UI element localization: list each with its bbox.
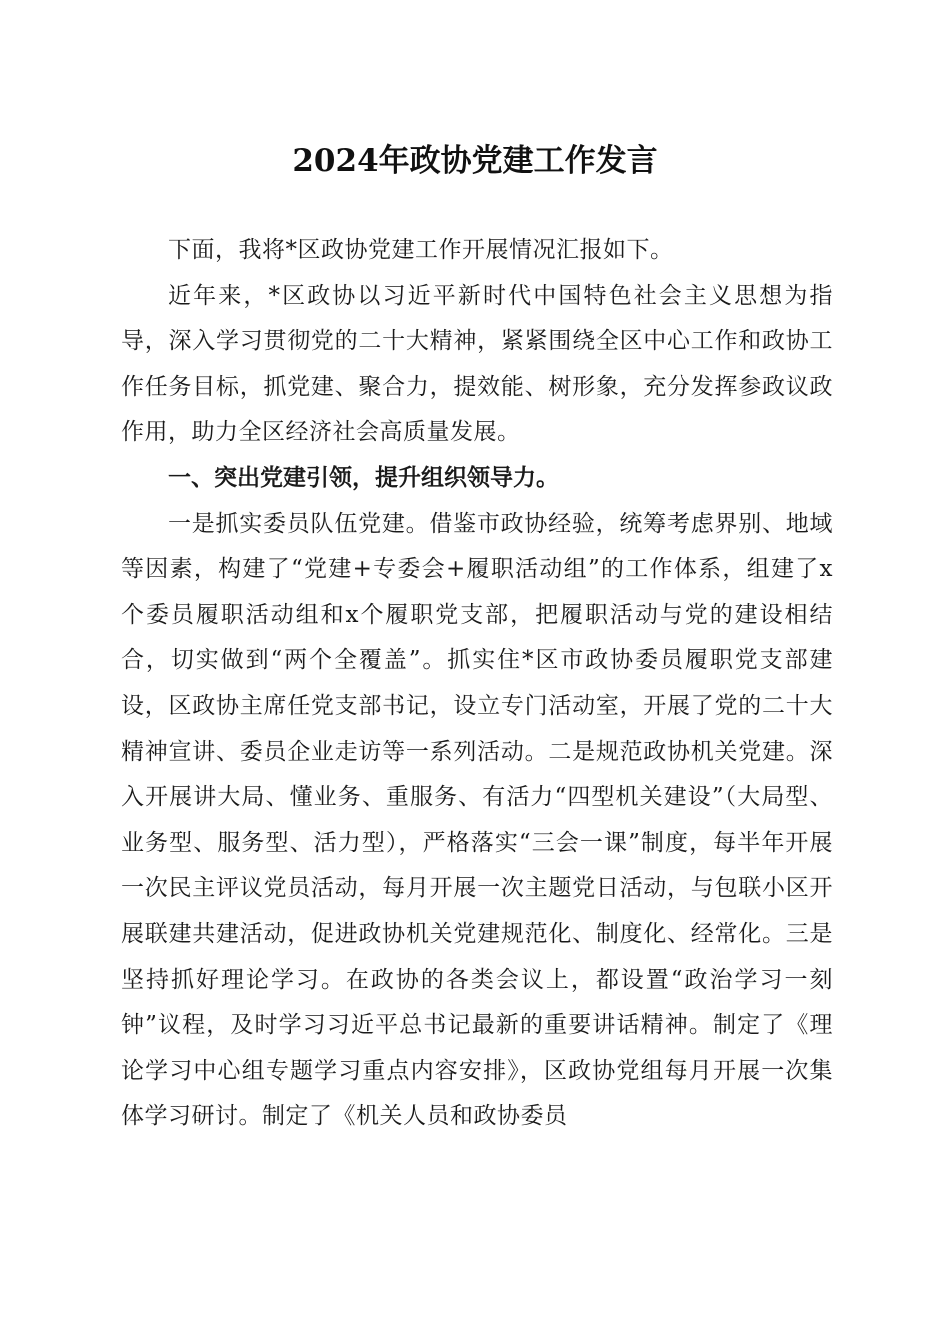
paragraph-overview: 近年来，*区政协以习近平新时代中国特色社会主义思想为指导，深入学习贯彻党的二十大精神，紧紧围绕全区中心工作和政协工作任务目标，抓党建、聚合力，提效能、树形象，充分发挥参政议政作用，助力全区经济社会高质量发展。: [121, 282, 833, 446]
document-title: 2024年政协党建工作发言: [292, 143, 658, 179]
section-heading-1: 一、突出党建引领，提升组织领导力。: [168, 464, 559, 491]
paragraph-intro: 下面，我将*区政协党建工作开展情况汇报如下。: [168, 237, 674, 263]
document-body: [121, 228, 833, 1140]
paragraph-section-1-body: 一是抓实委员队伍党建。借鉴市政协经验，统筹考虑界别、地域等因素，构建了“党建+专委会+履职活动组”的工作体系，组建了x个委员履职活动组和x个履职党支部，把履职活动与党的建设相结合，切实做到“两个全覆盖”。抓实住*区市政协委员履职党支部建设，区政协主席任党支部书记，设立专门活动室，开展了党的二十大精神宣讲、委员企业走访等一系列活动。二是规范政协机关党建。深入开展讲大局、懂业务、重服务、有活力“四型机关建设”（大局型、业务型、服务型、活力型），严格落实“三会一课”制度，每半年开展一次民主评议党员活动，每月开展一次主题党日活动，与包联小区开展联建共建活动，促进政协机关党建规范化、制度化、经常化。三是坚持抓好理论学习。在政协的各类会议上，都设置“政治学习一刻钟”议程，及时学习习近平总书记最新的重要讲话精神。制定了《理论学习中心组专题学习重点内容安排》，区政协党组每月开展一次集体学习研讨。制定了《机关人员和政协委员: [121, 510, 833, 1130]
